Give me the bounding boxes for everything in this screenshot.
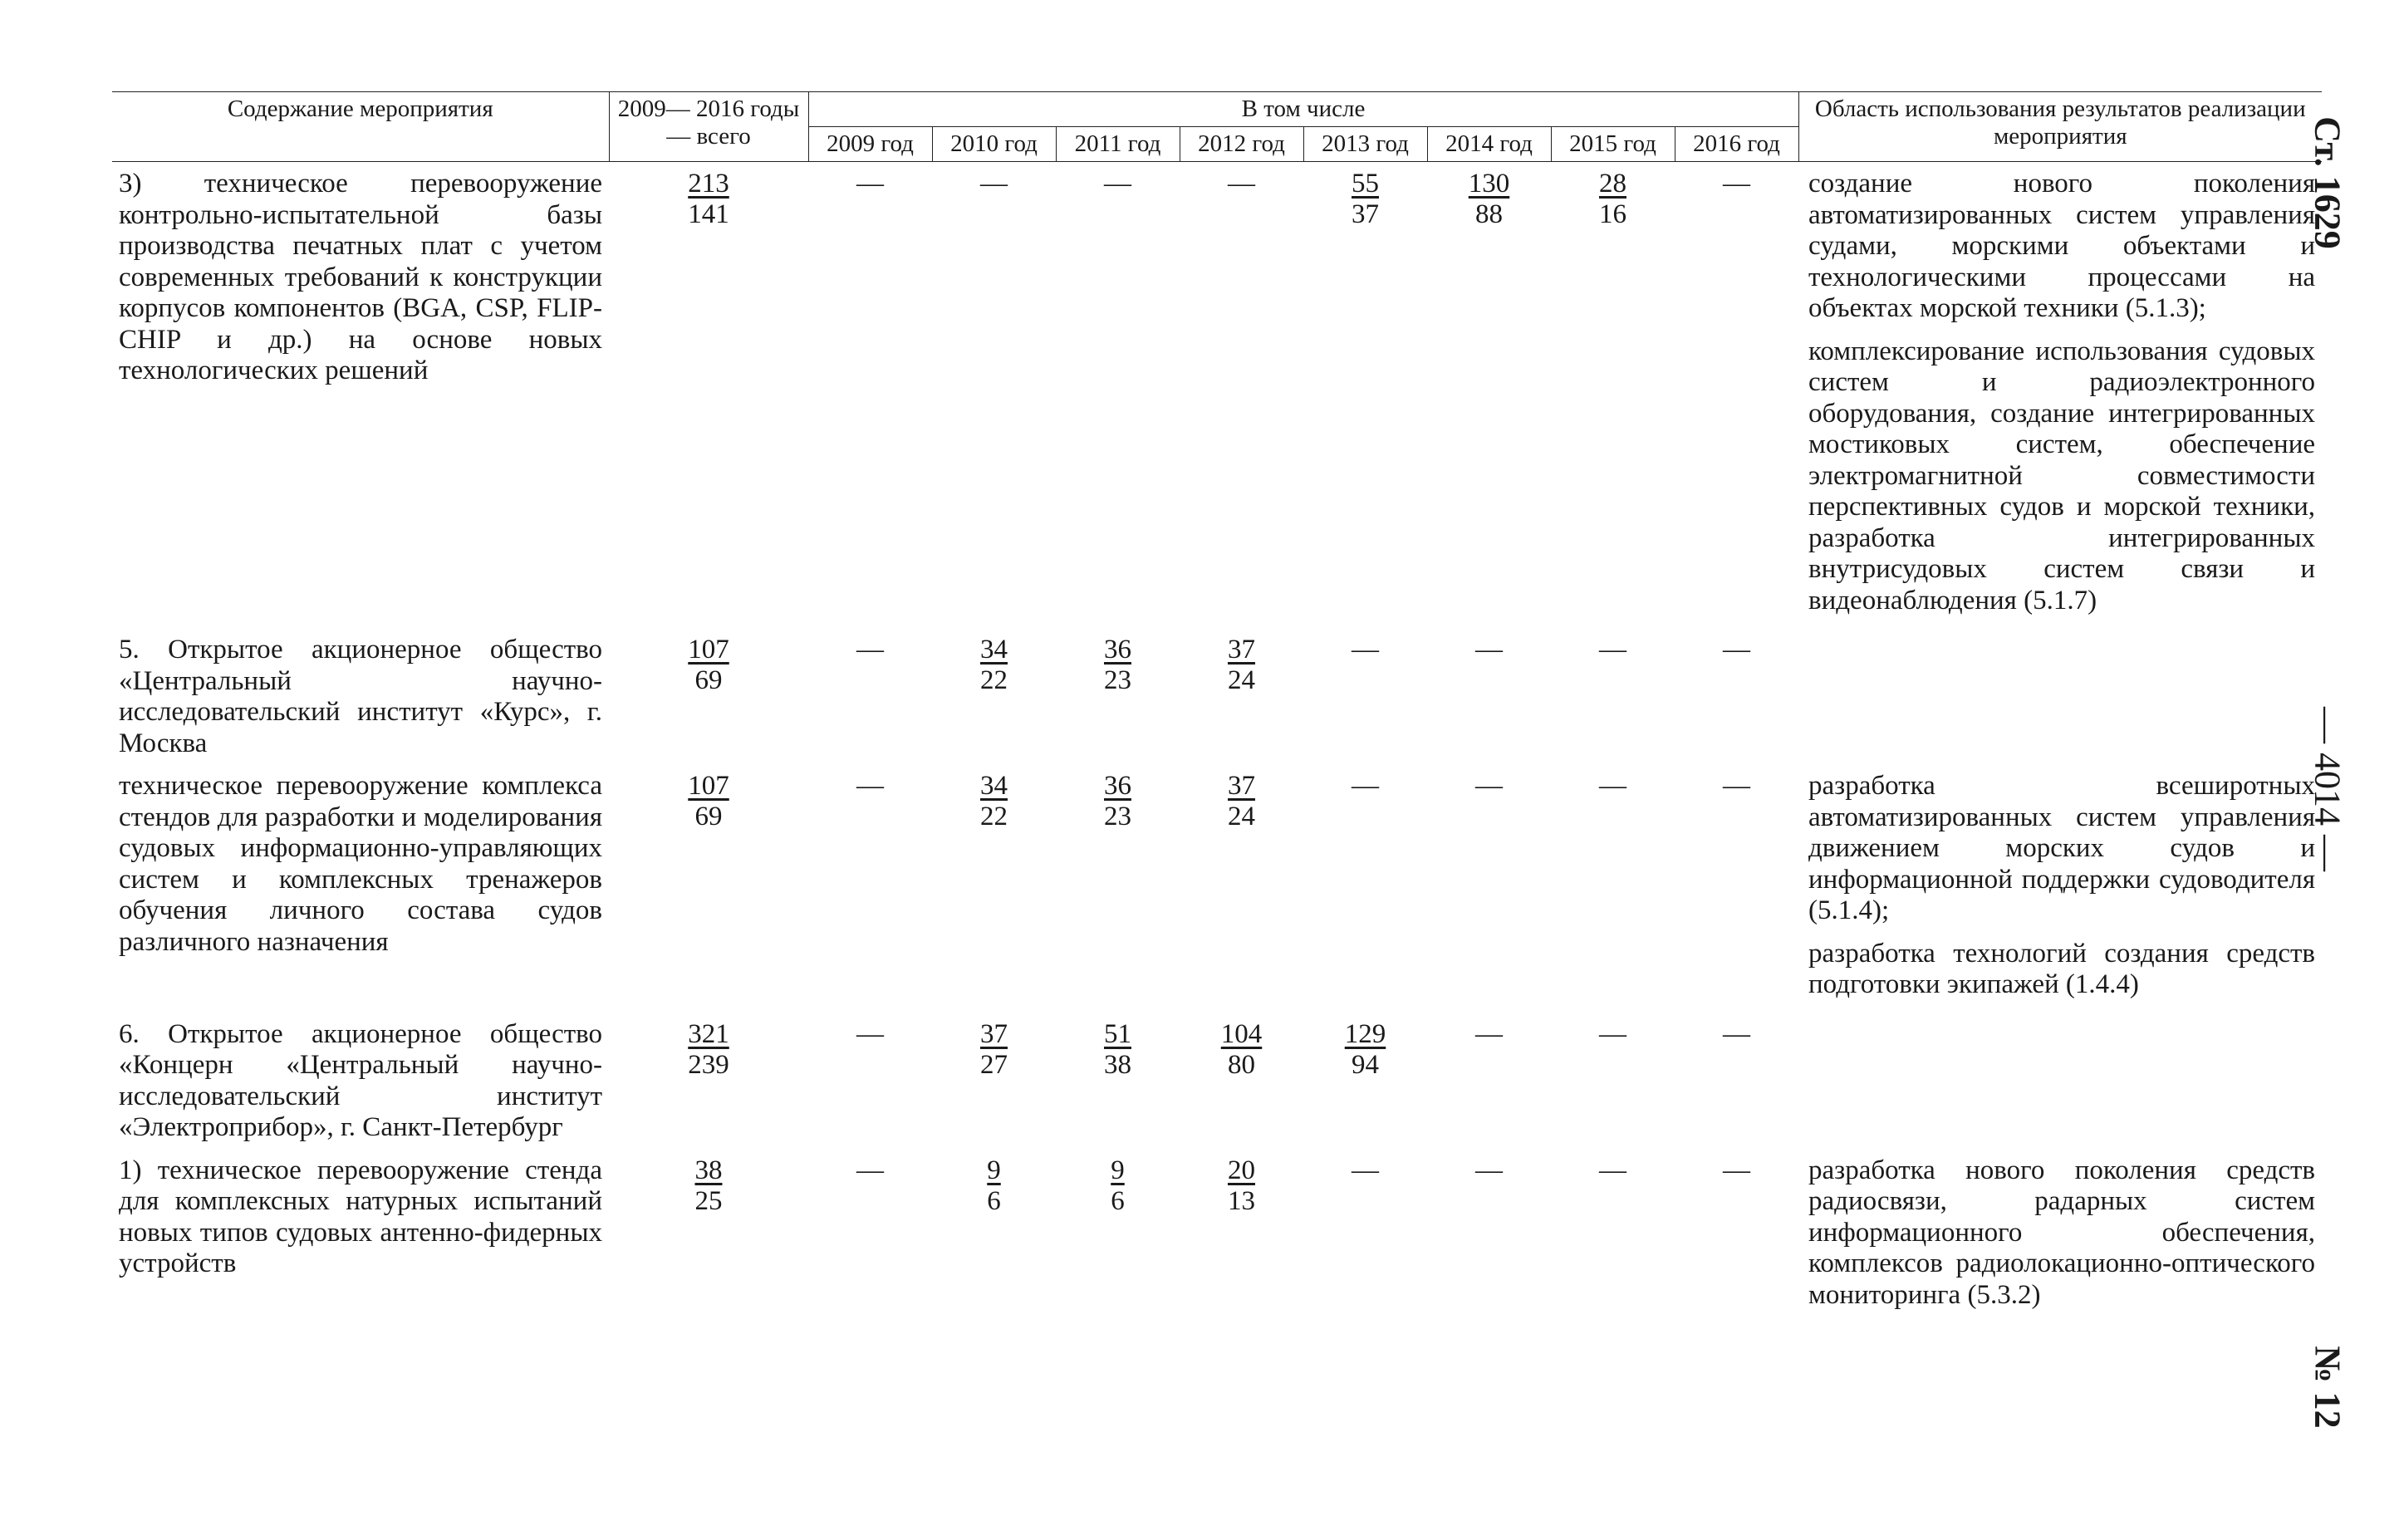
dash-mark: — bbox=[1723, 1155, 1750, 1185]
usage-area bbox=[1798, 764, 2322, 1013]
budget-amount: 24 bbox=[1228, 802, 1255, 831]
empty-cell bbox=[1303, 764, 1427, 1013]
value-cell bbox=[609, 1013, 808, 1149]
dash-mark: — bbox=[1352, 771, 1379, 801]
value-cell bbox=[1551, 162, 1675, 629]
area-col-header: Область использования результатов реализации мероприятия bbox=[1798, 92, 2322, 162]
value-cell bbox=[932, 1013, 1056, 1149]
value-cell bbox=[1180, 764, 1303, 1013]
usage-area bbox=[1798, 1013, 2322, 1149]
budget-amount: 69 bbox=[694, 802, 723, 831]
value-cell bbox=[609, 764, 808, 1013]
total-amount: 107 bbox=[688, 771, 729, 801]
value-cell bbox=[932, 764, 1056, 1013]
table-body bbox=[112, 162, 2322, 1323]
value-cell bbox=[932, 1149, 1056, 1323]
total-amount: 37 bbox=[1228, 771, 1255, 801]
value-cell bbox=[932, 628, 1056, 764]
year-col-header: 2012 год bbox=[1180, 127, 1303, 162]
usage-area bbox=[1798, 1149, 2322, 1323]
measure-description: 5. Открытое акционерное общество «Центральный научно-исследовательский институт «Курс», г. Москва bbox=[119, 635, 602, 758]
usage-area-item: разработка нового поколения средств радиосвязи, радарных систем информационного обеспечения, комплексов радиолокационно-оптического мониторинга (5.3.2) bbox=[1808, 1155, 2316, 1310]
dash-mark: — bbox=[1723, 169, 1750, 199]
budget-amount: 80 bbox=[1228, 1049, 1255, 1080]
empty-cell bbox=[1180, 162, 1303, 629]
value-cell bbox=[1180, 1149, 1303, 1323]
budget-amount: 16 bbox=[1599, 199, 1626, 229]
fraction-value bbox=[688, 771, 729, 832]
usage-area-item: разработка всеширотных автоматизированных систем управления движением морских судов и информационной поддержки судоводителя (5.1.4); bbox=[1808, 771, 2316, 925]
fraction-value bbox=[980, 1019, 1008, 1081]
budget-amount: 23 bbox=[1104, 802, 1131, 831]
value-cell bbox=[1303, 162, 1427, 629]
measure-description: 3) техническое перевооружение контрольно-испытательной базы производства печатных плат с учетом современных требований к конструкции корпусов компонентов (BGA, CSP, FLIP-CHIP и др.) на основе новых технологических решений bbox=[119, 169, 602, 385]
budget-amount: 23 bbox=[1104, 665, 1131, 695]
dash-mark: — bbox=[856, 635, 884, 665]
fraction-value bbox=[980, 771, 1008, 832]
fraction-value bbox=[1345, 1019, 1386, 1081]
budget-amount: 22 bbox=[980, 665, 1008, 695]
year-col-header: 2014 год bbox=[1427, 127, 1551, 162]
dash-mark: — bbox=[1352, 635, 1379, 665]
budget-amount: 25 bbox=[694, 1185, 723, 1216]
dash-mark: — bbox=[856, 1155, 884, 1185]
year-col-header: 2015 год bbox=[1551, 127, 1675, 162]
total-amount: 104 bbox=[1220, 1018, 1263, 1049]
dash-mark: — bbox=[1723, 771, 1750, 801]
value-cell bbox=[1303, 1013, 1427, 1149]
empty-cell bbox=[808, 162, 932, 629]
fraction-value bbox=[1599, 169, 1626, 230]
fraction-value bbox=[980, 635, 1008, 696]
budget-amount: 239 bbox=[688, 1049, 729, 1080]
dash-mark: — bbox=[1723, 635, 1750, 665]
fraction-value bbox=[695, 1155, 723, 1217]
dash-mark: — bbox=[856, 1018, 884, 1049]
dash-mark: — bbox=[1599, 635, 1626, 665]
measure-description: техническое перевооружение комплекса стендов для разработки и моделирования судовых информационно-управляющих систем и комплексных тренажеров обучения личного состава судов различного назначения bbox=[119, 771, 602, 957]
usage-area bbox=[1798, 162, 2322, 629]
value-cell bbox=[1180, 628, 1303, 764]
document-page bbox=[112, 91, 2322, 1322]
budget-amount: 69 bbox=[694, 665, 723, 695]
empty-cell bbox=[1427, 1149, 1551, 1323]
budget-amount: 24 bbox=[1228, 665, 1255, 695]
budget-amount: 88 bbox=[1475, 199, 1503, 229]
empty-cell bbox=[1551, 1013, 1675, 1149]
dash-mark: — bbox=[1723, 1018, 1750, 1049]
empty-cell bbox=[1675, 1149, 1798, 1323]
fraction-value bbox=[1104, 1019, 1131, 1081]
budget-amount: 6 bbox=[1111, 1185, 1125, 1216]
year-col-header: 2016 год bbox=[1675, 127, 1798, 162]
fraction-value bbox=[688, 169, 729, 230]
total-amount: 129 bbox=[1344, 1018, 1386, 1049]
dash-mark: — bbox=[1599, 1018, 1626, 1049]
budget-amount: 6 bbox=[987, 1185, 1001, 1216]
total-amount: 51 bbox=[1104, 1018, 1131, 1049]
total-amount: 9 bbox=[1111, 1155, 1125, 1185]
budget-amount: 27 bbox=[980, 1049, 1008, 1080]
including-header: В том числе bbox=[808, 92, 1798, 127]
empty-cell bbox=[1551, 764, 1675, 1013]
empty-cell bbox=[1675, 764, 1798, 1013]
value-cell bbox=[609, 1149, 808, 1323]
page-margin-labels bbox=[2294, 91, 2361, 1454]
dash-mark: — bbox=[1352, 1155, 1379, 1185]
fraction-value bbox=[688, 1019, 729, 1081]
dash-mark: — bbox=[1475, 1155, 1503, 1185]
empty-cell bbox=[808, 628, 932, 764]
empty-cell bbox=[1675, 162, 1798, 629]
fraction-value bbox=[1228, 635, 1255, 696]
value-cell bbox=[609, 162, 808, 629]
total-amount: 130 bbox=[1468, 169, 1510, 199]
empty-cell bbox=[808, 764, 932, 1013]
usage-area bbox=[1798, 628, 2322, 764]
table-header bbox=[112, 92, 2322, 162]
value-cell bbox=[1056, 1013, 1180, 1149]
year-col-header: 2013 год bbox=[1303, 127, 1427, 162]
total-amount: 37 bbox=[980, 1018, 1008, 1049]
article-number: Ст. 1629 bbox=[2307, 116, 2348, 249]
year-col-header: 2009 год bbox=[808, 127, 932, 162]
budget-amount: 13 bbox=[1228, 1185, 1255, 1216]
issue-number: № 12 bbox=[2307, 1346, 2348, 1429]
table-row bbox=[112, 628, 2322, 764]
dash-mark: — bbox=[856, 169, 884, 199]
usage-area-item: разработка технологий создания средств подготовки экипажей (1.4.4) bbox=[1808, 938, 2316, 999]
table-row bbox=[112, 162, 2322, 629]
value-cell bbox=[1056, 1149, 1180, 1323]
total-amount: 107 bbox=[688, 635, 729, 665]
value-cell bbox=[609, 628, 808, 764]
total-amount: 55 bbox=[1352, 169, 1379, 199]
empty-cell bbox=[1303, 628, 1427, 764]
empty-cell bbox=[1675, 628, 1798, 764]
value-cell bbox=[1056, 764, 1180, 1013]
content-col-header: Содержание мероприятия bbox=[112, 92, 609, 162]
budget-amount: 94 bbox=[1352, 1049, 1379, 1080]
dash-mark: — bbox=[980, 169, 1008, 199]
budget-amount: 141 bbox=[688, 199, 729, 229]
table-row bbox=[112, 1013, 2322, 1149]
measure-description: 6. Открытое акционерное общество «Концерн «Центральный научно-исследовательский институт «Электроприбор», г. Санкт-Петербург bbox=[119, 1018, 602, 1142]
dash-mark: — bbox=[1475, 771, 1503, 801]
fraction-value bbox=[1104, 771, 1131, 832]
fraction-value bbox=[688, 635, 729, 696]
year-col-header: 2011 год bbox=[1056, 127, 1180, 162]
value-cell bbox=[1180, 1013, 1303, 1149]
dash-mark: — bbox=[1599, 771, 1626, 801]
empty-cell bbox=[1427, 628, 1551, 764]
fraction-value bbox=[1111, 1155, 1125, 1217]
fraction-value bbox=[1221, 1019, 1263, 1081]
year-col-header: 2010 год bbox=[932, 127, 1056, 162]
empty-cell bbox=[1427, 764, 1551, 1013]
empty-cell bbox=[1056, 162, 1180, 629]
page-number: — 4014 — bbox=[2307, 707, 2348, 871]
empty-cell bbox=[808, 1149, 932, 1323]
dash-mark: — bbox=[1475, 635, 1503, 665]
total-amount: 36 bbox=[1104, 771, 1131, 801]
total-col-header: 2009— 2016 годы — всего bbox=[609, 92, 808, 162]
total-amount: 20 bbox=[1228, 1155, 1255, 1185]
budget-amount: 22 bbox=[980, 802, 1008, 831]
total-amount: 9 bbox=[987, 1155, 1001, 1185]
total-amount: 34 bbox=[980, 635, 1008, 665]
fraction-value bbox=[1104, 635, 1131, 696]
dash-mark: — bbox=[1475, 1018, 1503, 1049]
empty-cell bbox=[1303, 1149, 1427, 1323]
fraction-value bbox=[1228, 771, 1255, 832]
usage-area-item: комплексирование использования судовых систем и радиоэлектронного оборудования, создание интегрированных мостиковых систем, обеспечение электромагнитной совместимости перспективных судов и морской техники, разработка интегрированных внутрисудовых систем связи и видеонаблюдения (5.1.7) bbox=[1808, 336, 2316, 616]
value-cell bbox=[1056, 628, 1180, 764]
fraction-value bbox=[1228, 1155, 1255, 1217]
total-amount: 213 bbox=[688, 169, 729, 199]
budget-amount: 38 bbox=[1104, 1049, 1131, 1080]
dash-mark: — bbox=[856, 771, 884, 801]
table-row bbox=[112, 1149, 2322, 1323]
dash-mark: — bbox=[1599, 1155, 1626, 1185]
dash-mark: — bbox=[1104, 169, 1131, 199]
empty-cell bbox=[1675, 1013, 1798, 1149]
empty-cell bbox=[808, 1013, 932, 1149]
total-amount: 321 bbox=[688, 1018, 729, 1049]
total-amount: 37 bbox=[1228, 635, 1255, 665]
empty-cell bbox=[1427, 1013, 1551, 1149]
total-amount: 38 bbox=[694, 1155, 723, 1185]
total-amount: 28 bbox=[1599, 169, 1626, 199]
empty-cell bbox=[932, 162, 1056, 629]
empty-cell bbox=[1551, 1149, 1675, 1323]
program-table bbox=[112, 91, 2322, 1322]
usage-area-item: создание нового поколения автоматизированных систем управления судами, морскими объектами и технологическими процессами на объектах морской техники (5.1.3); bbox=[1808, 169, 2316, 323]
budget-amount: 37 bbox=[1352, 199, 1379, 229]
table-row bbox=[112, 764, 2322, 1013]
fraction-value bbox=[987, 1155, 1001, 1217]
empty-cell bbox=[1551, 628, 1675, 764]
fraction-value bbox=[1469, 169, 1510, 230]
measure-description: 1) техническое перевооружение стенда для комплексных натурных испытаний новых типов судовых антенно-фидерных устройств bbox=[119, 1155, 602, 1278]
fraction-value bbox=[1352, 169, 1379, 230]
total-amount: 34 bbox=[980, 771, 1008, 801]
total-amount: 36 bbox=[1104, 635, 1131, 665]
dash-mark: — bbox=[1228, 169, 1255, 199]
value-cell bbox=[1427, 162, 1551, 629]
